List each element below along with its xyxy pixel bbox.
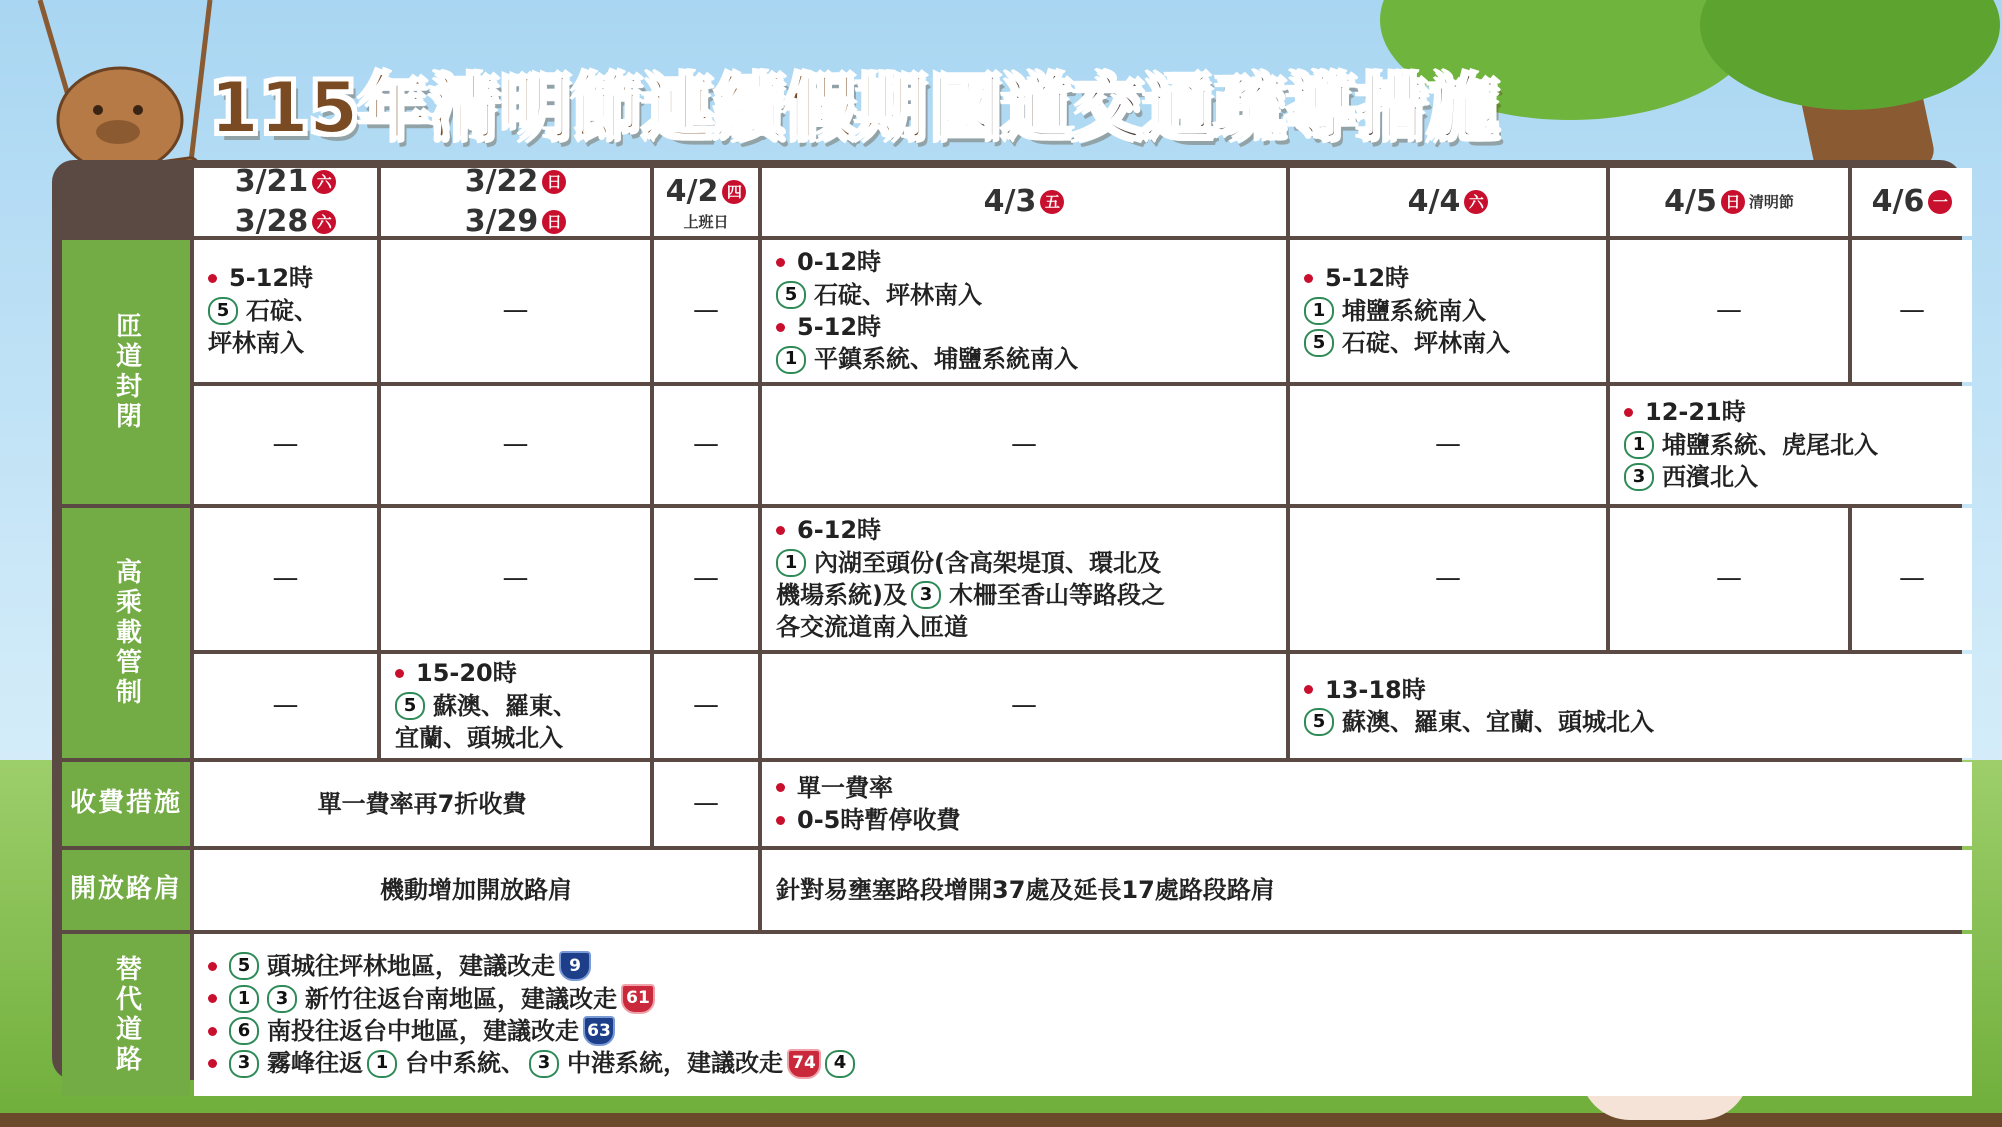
freeway-route-icon: 1: [367, 1050, 397, 1078]
freeway-route-icon: 1: [229, 985, 259, 1013]
time-range: 5-12時: [797, 313, 882, 341]
cell-hov-s-2: —: [381, 508, 650, 650]
ramp-text: 平鎮系統、埔鹽系統南入: [814, 345, 1078, 374]
ramp-text: 西濱北入: [1662, 463, 1758, 492]
header-date: 4/6: [1871, 183, 1925, 219]
hov-text: 蘇澳、羅東、宜蘭、頭城北入: [1342, 708, 1654, 736]
row-head-ramp-closure: 匝道封閉: [62, 240, 190, 504]
holiday-note: 清明節: [1748, 192, 1794, 211]
header-date: 3/21: [234, 163, 309, 199]
hov-text: 機場系統)及: [776, 581, 907, 609]
header-date: 3/28: [234, 204, 309, 239]
freeway-route-icon: 1: [776, 346, 806, 374]
header-date: 4/4: [1407, 183, 1461, 219]
cell-ramp-s-1: [194, 240, 377, 382]
freeway-route-icon: 4: [825, 1050, 855, 1078]
alt-route-text: 南投往返台中地區，建議改走: [267, 1017, 579, 1045]
weekday-badge: 日: [542, 210, 566, 234]
cell-ramp-s-7: —: [1852, 240, 1972, 382]
header-0322-0329: [381, 163, 650, 239]
alt-route-item: [208, 1047, 859, 1079]
cell-ramp-s-6: —: [1610, 240, 1848, 382]
cell-hov-s-7: —: [1852, 508, 1972, 650]
time-range: 12-21時: [1645, 398, 1746, 427]
header-date: 4/2: [665, 173, 719, 209]
cell-shoulder-weekend: 機動增加開放路肩: [194, 850, 758, 930]
ramp-text: 埔鹽系統南入: [1342, 296, 1486, 325]
hov-text: 內湖至頭份(含高架堤頂、環北及: [814, 548, 1161, 577]
freeway-route-icon: 3: [229, 1050, 259, 1078]
alt-route-item: [208, 1015, 615, 1047]
hov-text: 蘇澳、羅東、: [433, 691, 577, 720]
time-range: 15-20時: [416, 659, 517, 688]
freeway-route-icon: 3: [911, 581, 941, 609]
ramp-text: 坪林南入: [208, 329, 304, 358]
freeway-route-icon: 5: [229, 952, 259, 980]
weekday-badge: 六: [1464, 190, 1488, 214]
cell-toll-0402: —: [654, 762, 758, 846]
header-0403: [762, 168, 1286, 236]
freeway-route-icon: 5: [208, 297, 238, 325]
workday-note: 上班日: [683, 213, 729, 232]
title-part-1: 115年清明節連續假期: [210, 66, 928, 149]
weekday-badge: 一: [1928, 190, 1952, 214]
header-0321-0328: [194, 163, 377, 239]
weekday-badge: 日: [542, 170, 566, 194]
cell-hov-n-1: —: [194, 654, 377, 758]
ramp-text: 埔鹽系統、虎尾北入: [1662, 430, 1878, 459]
cell-alternate-routes: [194, 934, 1972, 1096]
cell-ramp-s-3: —: [654, 240, 758, 382]
freeway-route-icon: 5: [1304, 708, 1334, 736]
ramp-text: 石碇、坪林南入: [1342, 329, 1510, 358]
provincial-highway-shield-icon: 63: [583, 1016, 615, 1046]
weekday-badge: 五: [1040, 190, 1064, 214]
cell-hov-s-1: —: [194, 508, 377, 650]
time-range: 5-12時: [1325, 264, 1410, 293]
weekday-badge: 四: [722, 180, 746, 204]
alt-route-item: [208, 950, 591, 982]
alt-route-text: 中港系統，建議改走: [567, 1049, 783, 1078]
ramp-text: 石碇、坪林南入: [814, 280, 982, 309]
cell-shoulder-holiday: 針對易壅塞路段增開37處及延長17處路段路肩: [762, 850, 1972, 930]
cell-hov-n-2: [381, 654, 650, 758]
expressway-shield-icon: 74: [787, 1049, 821, 1079]
schedule-table: [62, 163, 1952, 1078]
header-0405: [1610, 168, 1848, 236]
cell-ramp-n-1: —: [194, 386, 377, 504]
time-range: 6-12時: [797, 516, 882, 545]
cell-ramp-n-2: —: [381, 386, 650, 504]
ramp-text: 石碇、: [246, 296, 318, 325]
row-head-alternate-routes: 替代道路: [62, 934, 190, 1096]
header-0402: [654, 168, 758, 236]
time-range: 5-12時: [229, 264, 314, 293]
cell-ramp-n-4: —: [762, 386, 1286, 504]
header-date: 4/3: [983, 183, 1037, 219]
freeway-route-icon: 5: [395, 692, 425, 720]
cell-hov-s-6: —: [1610, 508, 1848, 650]
toll-text: 0-5時暫停收費: [797, 806, 961, 834]
alt-route-text: 霧峰往返: [267, 1049, 363, 1078]
header-0406: [1852, 168, 1972, 236]
alt-route-text: 台中系統、: [405, 1049, 525, 1078]
cell-hov-n-5: [1290, 654, 1972, 758]
alt-route-text: 頭城往坪林地區，建議改走: [267, 952, 555, 981]
header-date: 3/29: [464, 204, 539, 239]
cell-hov-s-5: —: [1290, 508, 1606, 650]
freeway-route-icon: 6: [229, 1017, 259, 1045]
title-part-2: 國道交通疏導措施: [931, 66, 1500, 149]
alt-route-text: 新竹往返台南地區，建議改走: [305, 984, 617, 1013]
cell-toll-weekend: 單一費率再7折收費: [194, 762, 650, 846]
expressway-shield-icon: 61: [621, 984, 655, 1014]
row-head-toll: 收費措施: [62, 762, 190, 846]
hov-text: 各交流道南入匝道: [776, 613, 968, 642]
cell-ramp-s-5: [1290, 240, 1606, 382]
weekday-badge: 六: [312, 170, 336, 194]
freeway-route-icon: 3: [1624, 463, 1654, 491]
freeway-route-icon: 3: [267, 985, 297, 1013]
hov-text: 宜蘭、頭城北入: [395, 724, 563, 753]
cell-ramp-s-4: [762, 240, 1286, 382]
freeway-route-icon: 5: [776, 281, 806, 309]
freeway-route-icon: 1: [1624, 431, 1654, 459]
tree-crown-2: [1700, 0, 2000, 110]
cell-ramp-n-6: [1610, 386, 1972, 504]
cell-toll-holiday: [762, 762, 1972, 846]
cell-ramp-n-5: —: [1290, 386, 1606, 504]
cell-hov-n-4: —: [762, 654, 1286, 758]
weekday-badge: 六: [312, 210, 336, 234]
time-range: 0-12時: [797, 248, 882, 277]
row-head-shoulder: 開放路肩: [62, 850, 190, 930]
cell-ramp-n-3: —: [654, 386, 758, 504]
weekday-badge: 日: [1721, 190, 1745, 214]
header-date: 4/5: [1664, 183, 1717, 219]
hov-text: 木柵至香山等路段之: [948, 581, 1165, 609]
freeway-route-icon: 3: [529, 1050, 559, 1078]
freeway-route-icon: 5: [1304, 329, 1334, 357]
toll-text: 單一費率: [797, 773, 893, 802]
freeway-route-icon: 1: [1304, 297, 1334, 325]
header-date: 3/22: [464, 163, 539, 199]
cell-hov-s-3: —: [654, 508, 758, 650]
alt-route-item: [208, 983, 655, 1015]
table-corner: [62, 168, 190, 236]
row-head-hov-control: 高乘載管制: [62, 508, 190, 758]
cell-hov-n-3: —: [654, 654, 758, 758]
time-range: 13-18時: [1325, 675, 1426, 704]
page-title: [210, 52, 1499, 152]
cell-ramp-s-2: —: [381, 240, 650, 382]
provincial-highway-shield-icon: 9: [559, 951, 591, 981]
cell-hov-s-4: [762, 508, 1286, 650]
freeway-route-icon: 1: [776, 549, 806, 577]
header-0404: [1290, 168, 1606, 236]
